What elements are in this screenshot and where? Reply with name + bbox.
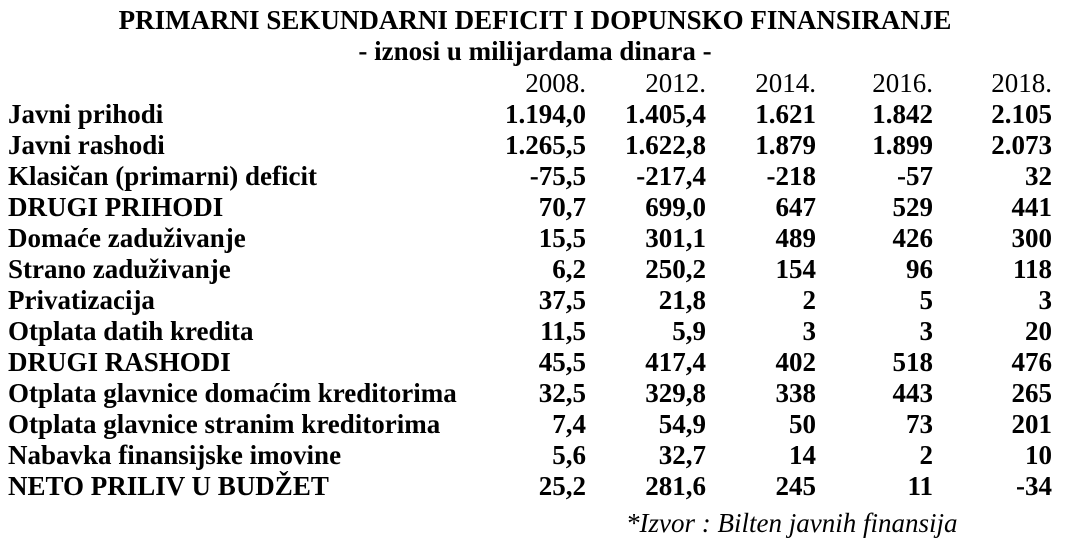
cell-value: 441 bbox=[1011, 192, 1052, 222]
cell-value: 96 bbox=[906, 254, 933, 284]
cell-value: 25,2 bbox=[538, 471, 586, 501]
cell-value: 402 bbox=[775, 347, 816, 377]
year-header-row bbox=[8, 68, 1052, 99]
cell-value: 489 bbox=[775, 223, 816, 253]
cell-value: 32 bbox=[1025, 161, 1052, 191]
cell-value: 73 bbox=[906, 409, 933, 439]
cell-value: 3 bbox=[802, 316, 816, 346]
cell-value: 15,5 bbox=[538, 223, 586, 253]
cell-value: 2 bbox=[802, 285, 816, 315]
document-subtitle: - iznosi u milijardama dinara - bbox=[358, 36, 712, 66]
cell-value: 1.842 bbox=[872, 99, 933, 129]
table-body bbox=[8, 99, 1052, 502]
cell-value: 250,2 bbox=[645, 254, 706, 284]
cell-value: 338 bbox=[775, 378, 816, 408]
cell-value: 1.899 bbox=[872, 130, 933, 160]
cell-value: 11,5 bbox=[540, 316, 586, 346]
cell-value: 245 bbox=[775, 471, 816, 501]
cell-value: 10 bbox=[1025, 440, 1052, 470]
cell-value: 2 bbox=[919, 440, 933, 470]
cell-value: 11 bbox=[907, 471, 933, 501]
cell-value: 5,6 bbox=[552, 440, 586, 470]
row-label: Javni prihodi bbox=[8, 99, 164, 129]
table-row bbox=[8, 471, 1052, 502]
cell-value: 154 bbox=[775, 254, 816, 284]
year-header: 2018. bbox=[991, 68, 1052, 98]
cell-value: 7,4 bbox=[552, 409, 586, 439]
cell-value: 301,1 bbox=[645, 223, 706, 253]
cell-value: 3 bbox=[1038, 285, 1052, 315]
cell-value: 265 bbox=[1011, 378, 1052, 408]
cell-value: 443 bbox=[892, 378, 933, 408]
table-row bbox=[8, 99, 1052, 130]
cell-value: 6,2 bbox=[552, 254, 586, 284]
cell-value: 201 bbox=[1011, 409, 1052, 439]
row-label: Nabavka finansijske imovine bbox=[8, 440, 342, 470]
cell-value: 1.622,8 bbox=[625, 130, 706, 160]
cell-value: 647 bbox=[775, 192, 816, 222]
cell-value: 2.105 bbox=[991, 99, 1052, 129]
table-row bbox=[8, 316, 1052, 347]
cell-value: -34 bbox=[1016, 471, 1052, 501]
cell-value: 1.265,5 bbox=[505, 130, 586, 160]
cell-value: 45,5 bbox=[538, 347, 586, 377]
row-label: Strano zaduživanje bbox=[8, 254, 231, 284]
cell-value: 2.073 bbox=[991, 130, 1052, 160]
cell-value: 5 bbox=[919, 285, 933, 315]
cell-value: 20 bbox=[1025, 316, 1052, 346]
year-header: 2014. bbox=[755, 68, 816, 98]
finance-table bbox=[8, 68, 1052, 502]
table-row bbox=[8, 409, 1052, 440]
table-row bbox=[8, 440, 1052, 471]
cell-value: -57 bbox=[897, 161, 933, 191]
row-label: DRUGI PRIHODI bbox=[8, 192, 224, 222]
cell-value: 1.194,0 bbox=[505, 99, 586, 129]
cell-value: 417,4 bbox=[645, 347, 706, 377]
cell-value: -218 bbox=[766, 161, 816, 191]
year-header: 2012. bbox=[645, 68, 706, 98]
cell-value: 32,5 bbox=[538, 378, 586, 408]
table-row bbox=[8, 130, 1052, 161]
row-label: Otplata glavnice stranim kreditorima bbox=[8, 409, 441, 439]
cell-value: 32,7 bbox=[658, 440, 706, 470]
cell-value: 699,0 bbox=[645, 192, 706, 222]
cell-value: -75,5 bbox=[529, 161, 586, 191]
year-header: 2008. bbox=[525, 68, 586, 98]
table-row bbox=[8, 378, 1052, 409]
row-label: Javni rashodi bbox=[8, 130, 165, 160]
table-row bbox=[8, 223, 1052, 254]
cell-value: 1.405,4 bbox=[625, 99, 706, 129]
cell-value: 1.879 bbox=[755, 130, 816, 160]
document-title: PRIMARNI SEKUNDARNI DEFICIT I DOPUNSKO FINANSIRANJE bbox=[118, 5, 952, 35]
cell-value: 518 bbox=[892, 347, 933, 377]
cell-value: 118 bbox=[1012, 254, 1052, 284]
table-row bbox=[8, 254, 1052, 285]
cell-value: 14 bbox=[789, 440, 816, 470]
label-header bbox=[8, 68, 488, 99]
year-header: 2016. bbox=[872, 68, 933, 98]
cell-value: 281,6 bbox=[645, 471, 706, 501]
cell-value: 476 bbox=[1011, 347, 1052, 377]
table-row bbox=[8, 285, 1052, 316]
row-label: Domaće zaduživanje bbox=[8, 223, 246, 253]
row-label: Otplata datih kredita bbox=[8, 316, 254, 346]
cell-value: 426 bbox=[892, 223, 933, 253]
row-label: Privatizacija bbox=[8, 285, 155, 315]
cell-value: 54,9 bbox=[658, 409, 706, 439]
cell-value: 329,8 bbox=[645, 378, 706, 408]
row-label: DRUGI RASHODI bbox=[8, 347, 231, 377]
cell-value: 3 bbox=[919, 316, 933, 346]
source-note: *Izvor : Bilten javnih finansija bbox=[626, 508, 958, 538]
row-label: NETO PRILIV U BUDŽET bbox=[8, 471, 329, 501]
cell-value: 529 bbox=[892, 192, 933, 222]
cell-value: 21,8 bbox=[658, 285, 706, 315]
cell-value: -217,4 bbox=[636, 161, 706, 191]
cell-value: 70,7 bbox=[538, 192, 586, 222]
table-row bbox=[8, 347, 1052, 378]
table-row bbox=[8, 161, 1052, 192]
cell-value: 50 bbox=[789, 409, 816, 439]
cell-value: 300 bbox=[1011, 223, 1052, 253]
cell-value: 37,5 bbox=[538, 285, 586, 315]
row-label: Klasičan (primarni) deficit bbox=[8, 161, 317, 191]
cell-value: 5,9 bbox=[672, 316, 706, 346]
row-label: Otplata glavnice domaćim kreditorima bbox=[8, 378, 457, 408]
cell-value: 1.621 bbox=[755, 99, 816, 129]
table-row bbox=[8, 192, 1052, 223]
